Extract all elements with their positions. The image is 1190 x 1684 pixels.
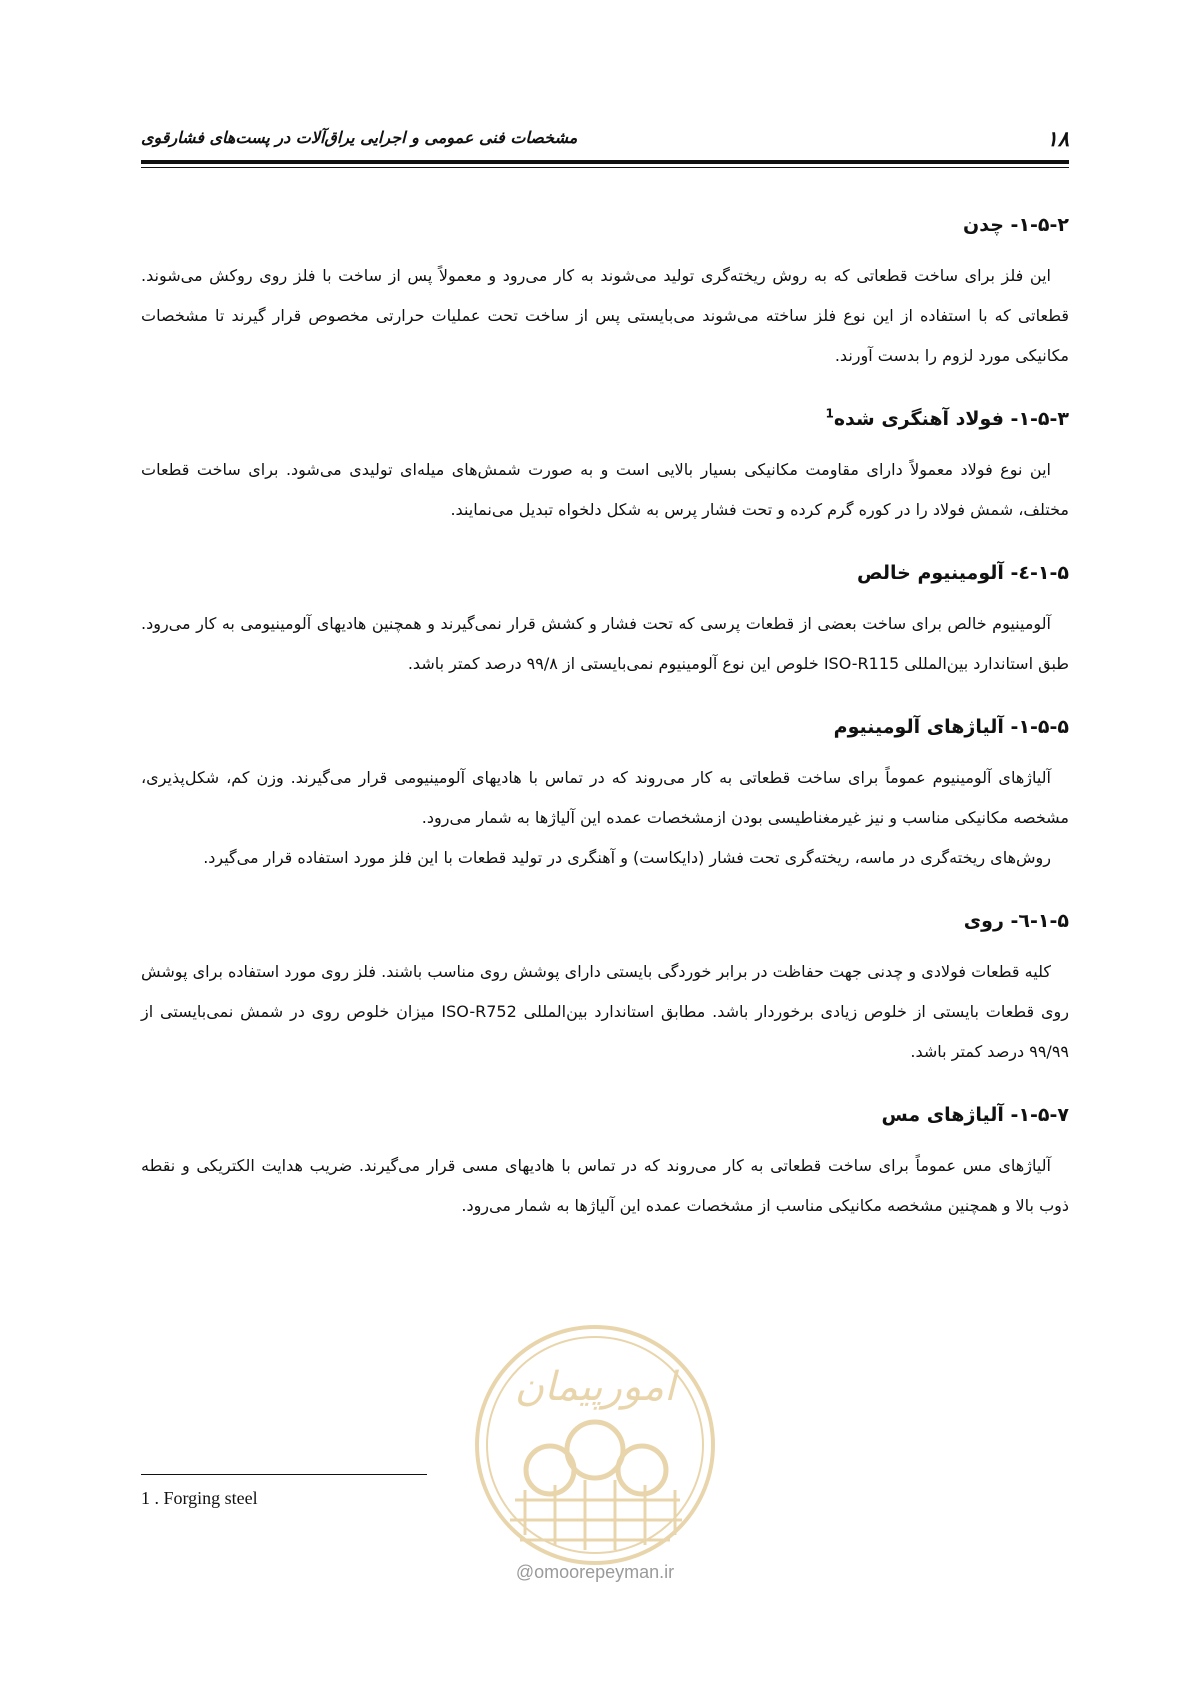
paragraph: این فلز برای ساخت قطعاتی که به روش ریخته‌گری تولید می‌شوند به کار می‌رود و معمولاً پس از ساخت با فلز روی روکش می‌شوند. قطعاتی که با استفاده از این نوع فلز ساخته می‌شوند می‌بایستی پس از ساخت تحت عملیات حرارتی مخصوص قرار گیرند تا مشخصات مکانیکی مورد لزوم را بدست آورند. bbox=[141, 266, 1069, 365]
section-copper-alloys bbox=[141, 1098, 1069, 1226]
section-forged-steel bbox=[141, 402, 1069, 530]
running-title: مشخصات فنی عمومی و اجرایی یراق‌آلات در پست‌های فشارقوی bbox=[141, 128, 578, 147]
footnote-marker: 1 bbox=[825, 406, 834, 421]
section-number: ۱-۵-٤- bbox=[1010, 562, 1069, 584]
section-title: آلومینیوم خالص bbox=[856, 562, 1004, 584]
section-title: چدن bbox=[963, 214, 1004, 236]
section-heading bbox=[141, 402, 1069, 436]
section-cast-iron bbox=[141, 208, 1069, 376]
header-rule-thin bbox=[141, 167, 1069, 168]
section-title: روی bbox=[963, 910, 1004, 932]
section-number: ۱-۵-٦- bbox=[1010, 910, 1069, 932]
header-rule-thick bbox=[141, 160, 1069, 164]
section-heading bbox=[141, 710, 1069, 744]
section-pure-aluminium bbox=[141, 556, 1069, 684]
section-heading bbox=[141, 208, 1069, 242]
section-title: فولاد آهنگری شده bbox=[833, 408, 1004, 430]
section-heading bbox=[141, 904, 1069, 938]
page-number: ۱۸ bbox=[1046, 126, 1069, 151]
watermark-logo-text: امورپیمان bbox=[514, 1364, 676, 1410]
section-title: آلیاژهای مس bbox=[881, 1104, 1004, 1126]
section-zinc bbox=[141, 904, 1069, 1072]
footnote: 1 . Forging steel bbox=[141, 1488, 258, 1508]
section-heading bbox=[141, 1098, 1069, 1132]
watermark-logo bbox=[470, 1320, 720, 1570]
section-number: ۱-۵-۳- bbox=[1010, 408, 1069, 430]
footnote-rule bbox=[141, 1474, 427, 1475]
paragraph: این نوع فولاد معمولاً دارای مقاومت مکانیکی بسیار بالایی است و به صورت شمش‌های میله‌ای تولیدی می‌شود. برای ساخت قطعات مختلف، شمش فولاد را در کوره گرم کرده و تحت فشار پرس به شکل دلخواه تبدیل می‌نمایند. bbox=[141, 460, 1069, 519]
section-title: آلیاژهای آلومینیوم bbox=[833, 716, 1004, 738]
paragraph: کلیه قطعات فولادی و چدنی جهت حفاظت در برابر خوردگی بایستی دارای پوشش روی مناسب باشند. فلز روی مورد استفاده برای پوشش روی قطعات بایستی از خلوص زیادی برخوردار باشد. مطابق استاندارد بین‌المللی ISO-R752 میزان خلوص روی در شمش نمی‌بایستی از ۹۹/۹۹ درصد کمتر باشد. bbox=[141, 962, 1070, 1061]
section-aluminium-alloys bbox=[141, 710, 1069, 878]
section-heading bbox=[141, 556, 1069, 590]
watermark-url: @omoorepeyman.ir bbox=[515, 1562, 675, 1582]
paragraph: روش‌های ریخته‌گری در ماسه، ریخته‌گری تحت فشار (دایکاست) و آهنگری در تولید قطعات با این فلز مورد استفاده قرار می‌گیرد. bbox=[203, 848, 1051, 867]
paragraph: آلیاژهای مس عموماً برای ساخت قطعاتی به کار می‌روند که در تماس با هادیهای مسی قرار می‌گیرند. ضریب هدایت الکتریکی و نقطه ذوب بالا و همچنین مشخصه مکانیکی مناسب از مشخصات عمده این آلیاژها به شمار می‌رود. bbox=[141, 1156, 1069, 1215]
page-header bbox=[141, 126, 1069, 156]
section-number: ۱-۵-۷- bbox=[1010, 1104, 1069, 1126]
section-number: ۱-۵-۲- bbox=[1010, 214, 1069, 236]
section-number: ۱-۵-۵- bbox=[1010, 716, 1069, 738]
body-content bbox=[141, 208, 1069, 1252]
paragraph: آلومینیوم خالص برای ساخت بعضی از قطعات پرسی که تحت فشار و کشش قرار نمی‌گیرند و همچنین هادیهای آلومینیومی به کار می‌رود. طبق استاندارد بین‌المللی ISO-R115 خلوص این نوع آلومینیوم نمی‌بایستی از ۹۹/۸ درصد کمتر باشد. bbox=[141, 614, 1069, 673]
paragraph: آلیاژهای آلومینیوم عموماً برای ساخت قطعاتی به کار می‌روند که در تماس با هادیهای آلومینیومی قرار می‌گیرند. وزن کم، شکل‌پذیری، مشخصه مکانیکی مناسب و نیز غیرمغناطیسی بودن ازمشخصات عمده این آلیاژها به شمار می‌رود. bbox=[141, 768, 1069, 827]
